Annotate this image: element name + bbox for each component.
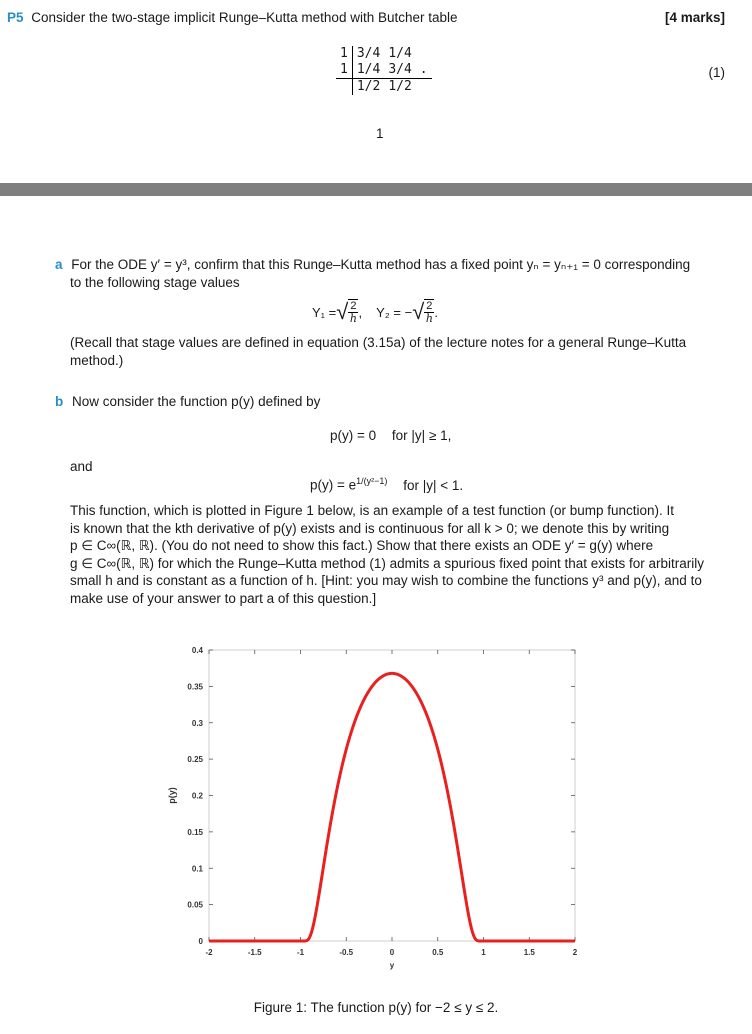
y-tick-label: 0.15 [187, 827, 203, 837]
x-tick-label: 0.5 [432, 948, 444, 957]
page-divider [0, 183, 752, 196]
frac-1 [348, 299, 358, 325]
eq1 [330, 428, 451, 443]
eq2-cond: for |y| < 1. [403, 477, 464, 493]
butcher-a12: 1/4 [388, 46, 412, 61]
part-b [55, 393, 320, 411]
eq1-cond: for |y| ≥ 1, [391, 428, 452, 443]
part-a-text-line2: to the following stage values [70, 275, 240, 290]
x-tick-label: 0 [389, 948, 395, 957]
butcher-period: . [419, 62, 428, 77]
part-a [55, 256, 745, 274]
stage-values [312, 295, 438, 329]
eq2-lhs: p(y) = e [310, 477, 357, 493]
y-tick-label: 0 [198, 937, 203, 946]
y-tick-label: 0.3 [191, 718, 203, 728]
page-number: 1 [376, 126, 384, 141]
frac-den: h [425, 312, 433, 325]
para-line: is known that the kth derivative of p(y) exists and is continuous for all k > 0; we denote this by writing [70, 520, 670, 536]
part-b-paragraph [70, 502, 740, 607]
part-a-text-line1: For the ODE y′ = y³, confirm that this Runge–Kutta method has a fixed point yₙ = yₙ₊₁ = 0 corresponding [71, 257, 691, 272]
plot-frame [209, 650, 575, 941]
butcher-weights [336, 79, 432, 96]
butcher-b1: 1/2 [352, 79, 384, 96]
eq2 [310, 476, 463, 493]
butcher-c1: 1 [336, 46, 352, 62]
y-tick-label: 0.1 [191, 864, 203, 874]
butcher-c2: 1 [336, 62, 352, 79]
para-line: g ∈ C∞(ℝ, ℝ) for which the Runge–Kutta method (1) admits a spurious fixed point that exists for arbitrarily [70, 555, 705, 571]
sqrt-icon: √ [412, 299, 425, 324]
y-tick-label: 0.2 [191, 791, 203, 801]
para-line: p ∈ C∞(ℝ, ℝ). (You do not need to show this fact.) Show that there exists an ODE y′ = g(y) where [70, 538, 654, 553]
frac-num: 2 [426, 300, 433, 312]
frac-num: 2 [350, 300, 357, 312]
butcher-row [336, 62, 432, 79]
x-tick-label: -1.5 [247, 948, 262, 957]
stage-end: . [434, 304, 439, 320]
para-line: This function, which is plotted in Figure 1 below, is an example of a test function (or bump function). It [70, 503, 675, 518]
y-axis-label: p(y) [167, 787, 177, 804]
eq2-exp: 1/(y²−1) [356, 476, 388, 486]
butcher-row [336, 46, 432, 62]
y-tick-label: 0.4 [191, 646, 203, 655]
para-line: make use of your answer to part a of this question.] [70, 590, 377, 606]
part-b-text: Now consider the function p(y) defined by [72, 394, 321, 409]
butcher-a22: 3/4 [388, 62, 412, 77]
butcher-a11: 3/4 [356, 46, 381, 61]
y1-lhs: Y₁ = [312, 304, 337, 320]
para-line: small h and is constant as a function of h. [Hint: you may wish to combine the functions y³ and p(y), and to [70, 573, 702, 588]
eq1-lhs: p(y) = 0 [330, 428, 377, 443]
frac-den: h [349, 312, 357, 325]
butcher-table [336, 46, 432, 95]
part-b-label: b [55, 394, 64, 409]
y-tick-label: 0.05 [187, 900, 203, 910]
problem-intro: Consider the two-stage implicit Runge–Kutta method with Butcher table [31, 10, 458, 25]
y2-lhs: Y₂ = − [376, 304, 413, 320]
part-a-label: a [55, 257, 63, 272]
x-tick-label: 2 [572, 948, 578, 957]
x-tick-label: -2 [205, 948, 213, 957]
figure-plot [0, 630, 752, 990]
x-tick-label: 1 [481, 948, 486, 957]
y-tick-label: 0.35 [187, 682, 203, 692]
y-tick-label: 0.25 [187, 755, 203, 765]
butcher-a21: 1/4 [356, 62, 381, 77]
equation-number: (1) [708, 65, 725, 80]
sqrt-icon: √ [336, 299, 349, 324]
problem-label: P5 [7, 10, 24, 25]
recall-line2: method.) [70, 353, 124, 368]
marks: [4 marks] [664, 10, 725, 25]
frac-2 [424, 299, 434, 325]
x-tick-label: -1 [296, 948, 305, 957]
problem-header [7, 10, 458, 25]
figure-caption: Figure 1: The function p(y) for −2 ≤ y ≤ 2. [253, 1000, 499, 1015]
butcher-b2: 1/2 [384, 79, 415, 96]
stage-sep: , [358, 304, 363, 320]
x-tick-label: -0.5 [339, 948, 354, 957]
and-text: and [70, 459, 93, 474]
x-tick-label: 1.5 [523, 948, 535, 957]
recall-line1: (Recall that stage values are defined in equation (3.15a) of the lecture notes for a general Runge–Kutta [70, 335, 687, 350]
x-axis-label: y [389, 961, 395, 970]
